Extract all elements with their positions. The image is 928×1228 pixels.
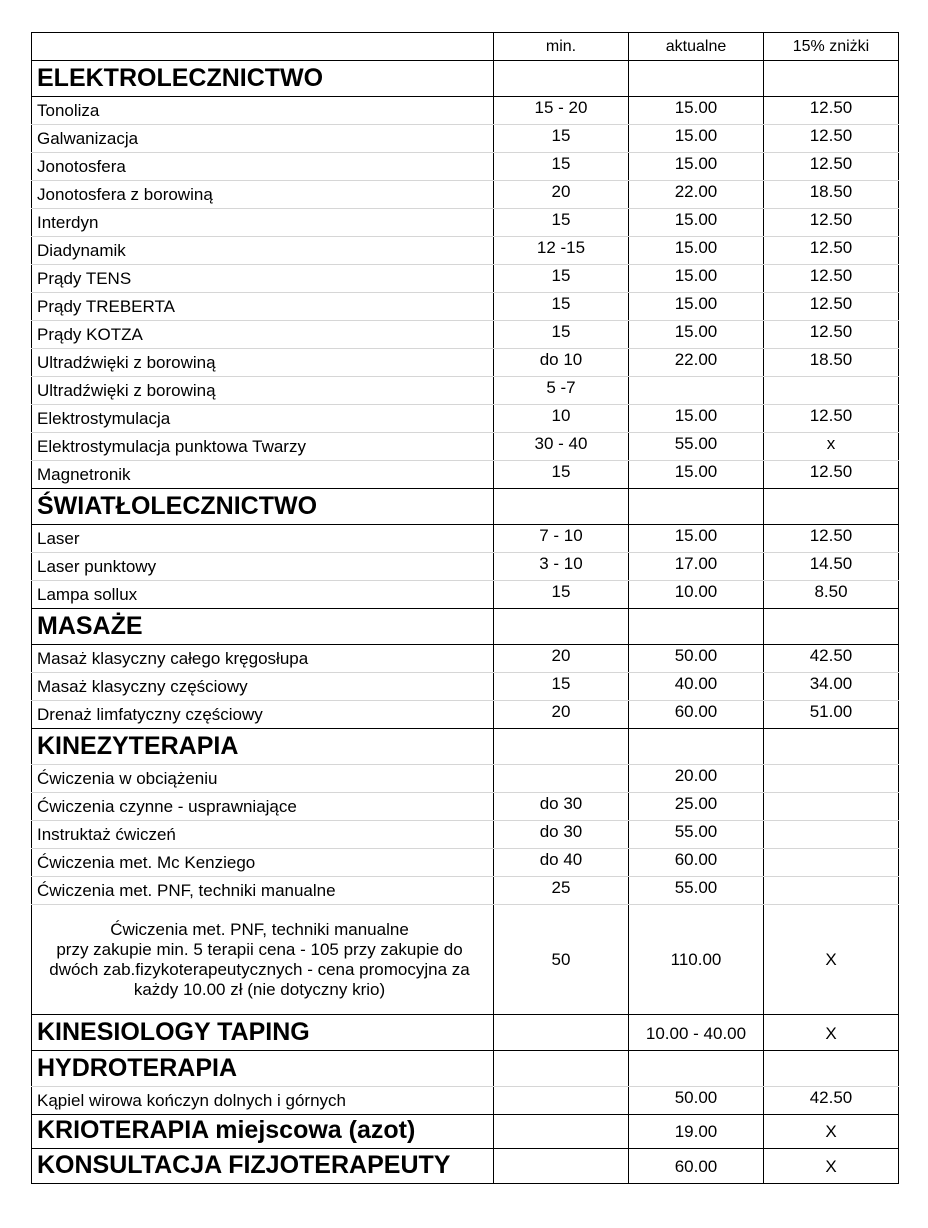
empty-cell xyxy=(494,609,629,644)
service-name: Diadynamik xyxy=(31,237,494,264)
service-min: 7 - 10 xyxy=(494,525,629,552)
service-min: 15 xyxy=(494,461,629,488)
price-row xyxy=(31,877,899,905)
empty-cell xyxy=(629,729,764,764)
service-discount: 34.00 xyxy=(764,673,899,700)
service-min: do 10 xyxy=(494,349,629,376)
section-konsultacja xyxy=(31,1149,899,1184)
price-row xyxy=(31,433,899,461)
service-price: 60.00 xyxy=(629,849,764,876)
service-min: 15 xyxy=(494,581,629,608)
service-name: Jonotosfera z borowiną xyxy=(31,181,494,208)
promo-line: każdy 10.00 zł (nie dotyczny krio) xyxy=(133,979,386,999)
service-name: Prądy KOTZA xyxy=(31,321,494,348)
service-min: 30 - 40 xyxy=(494,433,629,460)
service-price: 15.00 xyxy=(629,97,764,124)
service-min: 15 xyxy=(494,125,629,152)
service-name: Ćwiczenia met. Mc Kenziego xyxy=(31,849,494,876)
service-price: 15.00 xyxy=(629,321,764,348)
section-header xyxy=(31,729,899,765)
service-price: 17.00 xyxy=(629,553,764,580)
section-title: HYDROTERAPIA xyxy=(31,1051,494,1086)
service-discount xyxy=(764,765,899,792)
price-row xyxy=(31,821,899,849)
price-row xyxy=(31,181,899,209)
konsultacja-price: 60.00 xyxy=(629,1149,764,1183)
service-name: Laser punktowy xyxy=(31,553,494,580)
service-name: Drenaż limfatyczny częściowy xyxy=(31,701,494,728)
service-price: 15.00 xyxy=(629,525,764,552)
section-title: KRIOTERAPIA miejscowa (azot) xyxy=(31,1115,494,1148)
service-price: 20.00 xyxy=(629,765,764,792)
service-discount: 12.50 xyxy=(764,525,899,552)
krio-min xyxy=(494,1115,629,1148)
service-name: Galwanizacja xyxy=(31,125,494,152)
service-discount: 8.50 xyxy=(764,581,899,608)
service-min: 10 xyxy=(494,405,629,432)
section-header xyxy=(31,489,899,525)
section-header xyxy=(31,609,899,645)
price-row xyxy=(31,765,899,793)
promo-line: Ćwiczenia met. PNF, techniki manualne xyxy=(110,919,409,939)
service-min: 15 xyxy=(494,265,629,292)
service-min: 20 xyxy=(494,181,629,208)
price-row xyxy=(31,153,899,181)
sections-container xyxy=(31,61,899,905)
section-krioterapia xyxy=(31,1115,899,1149)
service-min: 15 - 20 xyxy=(494,97,629,124)
service-min: 12 -15 xyxy=(494,237,629,264)
service-min: do 30 xyxy=(494,793,629,820)
price-list-table xyxy=(31,32,899,1184)
price-row xyxy=(31,461,899,489)
service-price: 15.00 xyxy=(629,125,764,152)
service-min: 15 xyxy=(494,293,629,320)
empty-cell xyxy=(764,61,899,96)
service-min xyxy=(494,1087,629,1114)
service-discount: 12.50 xyxy=(764,321,899,348)
service-discount: 14.50 xyxy=(764,553,899,580)
service-min: 15 xyxy=(494,209,629,236)
service-price: 15.00 xyxy=(629,293,764,320)
service-name: Masaż klasyczny całego kręgosłupa xyxy=(31,645,494,672)
service-price: 15.00 xyxy=(629,461,764,488)
service-discount: 12.50 xyxy=(764,405,899,432)
service-name: Ćwiczenia czynne - usprawniające xyxy=(31,793,494,820)
empty-cell xyxy=(494,1051,629,1086)
service-price: 50.00 xyxy=(629,645,764,672)
price-row xyxy=(31,125,899,153)
promo-row xyxy=(31,905,899,1015)
section-taping xyxy=(31,1015,899,1051)
price-row xyxy=(31,645,899,673)
section-title: KINESIOLOGY TAPING xyxy=(31,1015,494,1050)
service-price: 60.00 xyxy=(629,701,764,728)
empty-cell xyxy=(764,1051,899,1086)
empty-cell xyxy=(629,1051,764,1086)
price-row xyxy=(31,377,899,405)
service-discount xyxy=(764,793,899,820)
service-discount: 51.00 xyxy=(764,701,899,728)
service-name: Interdyn xyxy=(31,209,494,236)
service-name: Ćwiczenia w obciążeniu xyxy=(31,765,494,792)
price-row xyxy=(31,793,899,821)
service-price: 15.00 xyxy=(629,209,764,236)
krio-price: 19.00 xyxy=(629,1115,764,1148)
price-row xyxy=(31,209,899,237)
empty-cell xyxy=(629,61,764,96)
promo-line: dwóch zab.fizykoterapeutycznych - cena promocyjna za xyxy=(49,959,470,979)
service-discount: x xyxy=(764,433,899,460)
service-discount: 12.50 xyxy=(764,237,899,264)
service-name: Tonoliza xyxy=(31,97,494,124)
service-min: 20 xyxy=(494,645,629,672)
service-price: 55.00 xyxy=(629,877,764,904)
service-min: 15 xyxy=(494,673,629,700)
service-min: 20 xyxy=(494,701,629,728)
service-min: 5 -7 xyxy=(494,377,629,404)
service-name: Laser xyxy=(31,525,494,552)
price-row xyxy=(31,849,899,877)
konsultacja-min xyxy=(494,1149,629,1183)
service-name: Magnetronik xyxy=(31,461,494,488)
header-discount-price: 15% zniżki xyxy=(764,33,899,60)
service-min: 3 - 10 xyxy=(494,553,629,580)
empty-cell xyxy=(764,729,899,764)
service-discount: 12.50 xyxy=(764,153,899,180)
service-discount: 12.50 xyxy=(764,461,899,488)
service-name: Elektrostymulacja xyxy=(31,405,494,432)
service-discount xyxy=(764,821,899,848)
service-discount: 12.50 xyxy=(764,265,899,292)
price-row xyxy=(31,1087,899,1115)
konsultacja-discount: X xyxy=(764,1149,899,1183)
service-name: Kąpiel wirowa kończyn dolnych i górnych xyxy=(31,1087,494,1114)
service-price: 10.00 xyxy=(629,581,764,608)
promo-min: 50 xyxy=(494,905,629,1014)
service-discount: 18.50 xyxy=(764,349,899,376)
service-discount: 12.50 xyxy=(764,293,899,320)
service-name: Ultradźwięki z borowiną xyxy=(31,377,494,404)
promo-line: przy zakupie min. 5 terapii cena - 105 przy zakupie do xyxy=(56,939,463,959)
service-min xyxy=(494,765,629,792)
header-min: min. xyxy=(494,33,629,60)
promo-price: 110.00 xyxy=(629,905,764,1014)
section-title: ŚWIATŁOLECZNICTWO xyxy=(31,489,494,524)
service-name: Instruktaż ćwiczeń xyxy=(31,821,494,848)
service-discount: 12.50 xyxy=(764,209,899,236)
price-row xyxy=(31,237,899,265)
promo-discount: X xyxy=(764,905,899,1014)
section-header xyxy=(31,61,899,97)
service-price: 22.00 xyxy=(629,349,764,376)
service-min: do 40 xyxy=(494,849,629,876)
price-row xyxy=(31,553,899,581)
service-price: 15.00 xyxy=(629,153,764,180)
service-price: 55.00 xyxy=(629,433,764,460)
empty-cell xyxy=(764,489,899,524)
price-row xyxy=(31,293,899,321)
section-title: KONSULTACJA FIZJOTERAPEUTY xyxy=(31,1149,494,1183)
header-current-price: aktualne xyxy=(629,33,764,60)
service-name: Ćwiczenia met. PNF, techniki manualne xyxy=(31,877,494,904)
section-hydroterapia xyxy=(31,1051,899,1087)
service-discount xyxy=(764,877,899,904)
empty-cell xyxy=(494,729,629,764)
service-name: Prądy TREBERTA xyxy=(31,293,494,320)
krio-discount: X xyxy=(764,1115,899,1148)
service-discount: 42.50 xyxy=(764,645,899,672)
service-discount xyxy=(764,377,899,404)
empty-cell xyxy=(629,489,764,524)
service-discount xyxy=(764,849,899,876)
service-name: Lampa sollux xyxy=(31,581,494,608)
service-name: Jonotosfera xyxy=(31,153,494,180)
service-name: Prądy TENS xyxy=(31,265,494,292)
service-min: 15 xyxy=(494,321,629,348)
service-min: 25 xyxy=(494,877,629,904)
service-price: 40.00 xyxy=(629,673,764,700)
taping-discount: X xyxy=(764,1015,899,1050)
service-price: 15.00 xyxy=(629,265,764,292)
price-row xyxy=(31,673,899,701)
service-name: Elektrostymulacja punktowa Twarzy xyxy=(31,433,494,460)
service-discount: 12.50 xyxy=(764,125,899,152)
empty-cell xyxy=(629,609,764,644)
service-discount: 12.50 xyxy=(764,97,899,124)
service-price xyxy=(629,377,764,404)
price-row xyxy=(31,321,899,349)
price-row xyxy=(31,581,899,609)
service-discount: 18.50 xyxy=(764,181,899,208)
header-service-cell xyxy=(31,33,494,60)
service-price: 15.00 xyxy=(629,405,764,432)
service-min: 15 xyxy=(494,153,629,180)
service-price: 50.00 xyxy=(629,1087,764,1114)
service-price: 25.00 xyxy=(629,793,764,820)
price-row xyxy=(31,349,899,377)
promo-description xyxy=(31,905,494,1014)
empty-cell xyxy=(764,609,899,644)
empty-cell xyxy=(494,61,629,96)
service-min: do 30 xyxy=(494,821,629,848)
service-discount: 42.50 xyxy=(764,1087,899,1114)
price-row xyxy=(31,265,899,293)
price-row xyxy=(31,405,899,433)
section-title: ELEKTROLECZNICTWO xyxy=(31,61,494,96)
service-price: 15.00 xyxy=(629,237,764,264)
price-row xyxy=(31,525,899,553)
section-title: KINEZYTERAPIA xyxy=(31,729,494,764)
price-row xyxy=(31,701,899,729)
price-row xyxy=(31,97,899,125)
section-title: MASAŻE xyxy=(31,609,494,644)
service-name: Masaż klasyczny częściowy xyxy=(31,673,494,700)
empty-cell xyxy=(494,489,629,524)
service-price: 55.00 xyxy=(629,821,764,848)
service-name: Ultradźwięki z borowiną xyxy=(31,349,494,376)
taping-price: 10.00 - 40.00 xyxy=(629,1015,764,1050)
taping-min xyxy=(494,1015,629,1050)
service-price: 22.00 xyxy=(629,181,764,208)
header-row xyxy=(31,32,899,61)
